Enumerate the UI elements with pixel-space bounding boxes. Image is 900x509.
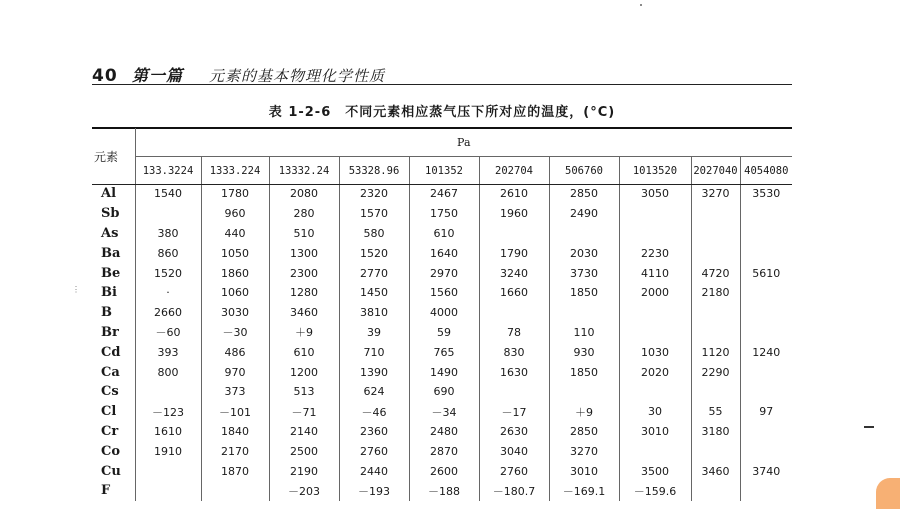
table-cell: 2850 bbox=[549, 422, 619, 442]
table-cell: 2660 bbox=[135, 303, 201, 323]
table-cell: 1120 bbox=[691, 342, 740, 362]
table-row bbox=[92, 323, 792, 343]
table-cell: 78 bbox=[479, 323, 549, 343]
table-cell: 2190 bbox=[269, 461, 339, 481]
table-cell: 1660 bbox=[479, 283, 549, 303]
table-row bbox=[92, 441, 792, 461]
table-cell: 3040 bbox=[479, 441, 549, 461]
table-cell bbox=[619, 303, 691, 323]
table-row bbox=[92, 204, 792, 224]
table-cell: 3270 bbox=[549, 441, 619, 461]
table-cell: 970 bbox=[201, 362, 269, 382]
table-row bbox=[92, 461, 792, 481]
table-row bbox=[92, 283, 792, 303]
element-header: 元素 bbox=[94, 149, 119, 164]
table-row bbox=[92, 224, 792, 244]
pressure-header-cell: 101352 bbox=[409, 157, 479, 185]
table-title: 表 1-2-6 不同元素相应蒸气压下所对应的温度，(°C) bbox=[268, 105, 616, 120]
table-cell: 1840 bbox=[201, 422, 269, 442]
table-cell: 2500 bbox=[269, 441, 339, 461]
table-cell: 513 bbox=[269, 382, 339, 402]
table-cell bbox=[479, 303, 549, 323]
table-cell: －34 bbox=[409, 402, 479, 422]
table-cell: －193 bbox=[339, 481, 409, 501]
element-symbol: F bbox=[101, 483, 111, 499]
table-cell: 830 bbox=[479, 342, 549, 362]
table-row bbox=[92, 184, 792, 204]
table-cell: 1450 bbox=[339, 283, 409, 303]
table-cell: 1560 bbox=[409, 283, 479, 303]
element-symbol: Co bbox=[101, 443, 121, 459]
table-cell: 2850 bbox=[549, 184, 619, 204]
pressure-header-cell: 1013520 bbox=[619, 157, 691, 185]
table-cell: 1300 bbox=[269, 243, 339, 263]
table-cell: －46 bbox=[339, 402, 409, 422]
table-cell: 4110 bbox=[619, 263, 691, 283]
table-cell: 2320 bbox=[339, 184, 409, 204]
pressure-header-row bbox=[92, 157, 792, 185]
pressure-header-cell: 1333.224 bbox=[201, 157, 269, 185]
table-row bbox=[92, 342, 792, 362]
pressure-header-cell: 202704 bbox=[479, 157, 549, 185]
header-rule bbox=[92, 84, 792, 85]
table-cell: －60 bbox=[135, 323, 201, 343]
table-row bbox=[92, 263, 792, 283]
table-cell: 2020 bbox=[619, 362, 691, 382]
table-cell: 800 bbox=[135, 362, 201, 382]
table-cell bbox=[201, 481, 269, 501]
table-cell bbox=[691, 243, 740, 263]
table-cell: 3530 bbox=[740, 184, 792, 204]
table-cell bbox=[691, 481, 740, 501]
table-cell bbox=[740, 362, 792, 382]
table-cell: 3010 bbox=[549, 461, 619, 481]
table-cell: 2230 bbox=[619, 243, 691, 263]
table-cell: 3010 bbox=[619, 422, 691, 442]
table-cell: 2630 bbox=[479, 422, 549, 442]
speck bbox=[640, 4, 642, 6]
table-row bbox=[92, 402, 792, 422]
table-cell: 2760 bbox=[339, 441, 409, 461]
pressure-header-cell: 53328.96 bbox=[339, 157, 409, 185]
table-cell: －71 bbox=[269, 402, 339, 422]
table-cell: 1960 bbox=[479, 204, 549, 224]
table-cell bbox=[740, 323, 792, 343]
table-cell bbox=[740, 303, 792, 323]
table-cell bbox=[619, 382, 691, 402]
table-cell bbox=[549, 224, 619, 244]
pressure-header-cell: 4054080 bbox=[740, 157, 792, 185]
table-row bbox=[92, 303, 792, 323]
table-cell: 110 bbox=[549, 323, 619, 343]
table-cell: 4720 bbox=[691, 263, 740, 283]
table-cell: 1200 bbox=[269, 362, 339, 382]
table-cell bbox=[479, 224, 549, 244]
margin-dots: ⋮ bbox=[72, 285, 80, 294]
pressure-header-cell: 506760 bbox=[549, 157, 619, 185]
table-cell bbox=[740, 441, 792, 461]
table-cell: 55 bbox=[691, 402, 740, 422]
table-cell: 2870 bbox=[409, 441, 479, 461]
table-cell: 1850 bbox=[549, 362, 619, 382]
table-cell: 3240 bbox=[479, 263, 549, 283]
margin-dash bbox=[864, 426, 874, 428]
table-cell: 1520 bbox=[135, 263, 201, 283]
table-cell: 1790 bbox=[479, 243, 549, 263]
table-cell: 1640 bbox=[409, 243, 479, 263]
table-cell: 3050 bbox=[619, 184, 691, 204]
element-symbol: Be bbox=[101, 265, 121, 281]
table-cell: 380 bbox=[135, 224, 201, 244]
table-cell bbox=[691, 303, 740, 323]
header-bottom-rule bbox=[92, 184, 792, 185]
element-symbol: Bi bbox=[101, 285, 117, 301]
table-cell: · bbox=[135, 283, 201, 303]
table-cell: 930 bbox=[549, 342, 619, 362]
table-cell: 610 bbox=[269, 342, 339, 362]
table-cell: 960 bbox=[201, 204, 269, 224]
page-number: 40 bbox=[92, 66, 118, 86]
table-row bbox=[92, 382, 792, 402]
table-cell bbox=[135, 461, 201, 481]
orange-corner-mark bbox=[876, 478, 900, 509]
table-cell: 1280 bbox=[269, 283, 339, 303]
chapter-label: 第一篇 bbox=[132, 66, 184, 85]
element-symbol: Cr bbox=[101, 423, 119, 439]
table-cell: 2490 bbox=[549, 204, 619, 224]
table-cell: 39 bbox=[339, 323, 409, 343]
table-cell: 1390 bbox=[339, 362, 409, 382]
element-symbol: Cs bbox=[101, 384, 119, 400]
table-cell bbox=[691, 323, 740, 343]
element-symbol: Al bbox=[101, 186, 117, 202]
table-cell: 3460 bbox=[691, 461, 740, 481]
element-symbol: As bbox=[101, 225, 119, 241]
table-cell: 1850 bbox=[549, 283, 619, 303]
table-cell: 2300 bbox=[269, 263, 339, 283]
table-cell: 1860 bbox=[201, 263, 269, 283]
table-cell bbox=[740, 283, 792, 303]
table-cell bbox=[619, 204, 691, 224]
element-symbol: B bbox=[101, 305, 112, 321]
table-cell: 97 bbox=[740, 402, 792, 422]
table-cell: 2360 bbox=[339, 422, 409, 442]
table-cell: 1050 bbox=[201, 243, 269, 263]
table-cell bbox=[740, 243, 792, 263]
table-cell: 2970 bbox=[409, 263, 479, 283]
table-cell: 2180 bbox=[691, 283, 740, 303]
table-body bbox=[92, 184, 792, 501]
table-cell: 30 bbox=[619, 402, 691, 422]
table-cell bbox=[549, 382, 619, 402]
table-cell: 1910 bbox=[135, 441, 201, 461]
table-cell: 3180 bbox=[691, 422, 740, 442]
table-cell: 2170 bbox=[201, 441, 269, 461]
table-cell: 1520 bbox=[339, 243, 409, 263]
table-cell bbox=[135, 481, 201, 501]
table-cell bbox=[619, 323, 691, 343]
table-cell: 2030 bbox=[549, 243, 619, 263]
pressure-unit-header: Pa bbox=[135, 128, 792, 157]
table-cell bbox=[691, 204, 740, 224]
pressure-header-cell: 133.3224 bbox=[135, 157, 201, 185]
element-symbol: Cl bbox=[101, 404, 117, 420]
table-cell: 1490 bbox=[409, 362, 479, 382]
table-cell: 510 bbox=[269, 224, 339, 244]
table-cell: ＋9 bbox=[269, 323, 339, 343]
table-cell: 3270 bbox=[691, 184, 740, 204]
element-symbol: Ca bbox=[101, 364, 120, 380]
table-cell bbox=[135, 204, 201, 224]
element-symbol: Ba bbox=[101, 245, 121, 261]
table-cell: 690 bbox=[409, 382, 479, 402]
table-cell: 2770 bbox=[339, 263, 409, 283]
table-cell: 440 bbox=[201, 224, 269, 244]
table-cell: 2140 bbox=[269, 422, 339, 442]
table-cell: 580 bbox=[339, 224, 409, 244]
table-cell: 2000 bbox=[619, 283, 691, 303]
table-cell: 393 bbox=[135, 342, 201, 362]
element-symbol: Cu bbox=[101, 463, 121, 479]
table-row bbox=[92, 243, 792, 263]
chapter-title: 元素的基本物理化学性质 bbox=[209, 67, 386, 85]
table-cell: 710 bbox=[339, 342, 409, 362]
table-cell: －17 bbox=[479, 402, 549, 422]
table-cell: 3500 bbox=[619, 461, 691, 481]
table-cell: 1780 bbox=[201, 184, 269, 204]
table-cell: 373 bbox=[201, 382, 269, 402]
table-cell: 2600 bbox=[409, 461, 479, 481]
table-cell: 2610 bbox=[479, 184, 549, 204]
table-cell: 610 bbox=[409, 224, 479, 244]
table-cell: 3740 bbox=[740, 461, 792, 481]
table-row bbox=[92, 362, 792, 382]
table-cell: 1610 bbox=[135, 422, 201, 442]
table-cell bbox=[740, 382, 792, 402]
table-cell: 3460 bbox=[269, 303, 339, 323]
table-cell: －203 bbox=[269, 481, 339, 501]
table-cell: 1240 bbox=[740, 342, 792, 362]
table-cell: 765 bbox=[409, 342, 479, 362]
table-cell: 2440 bbox=[339, 461, 409, 481]
table-cell: 2080 bbox=[269, 184, 339, 204]
table-cell: 1750 bbox=[409, 204, 479, 224]
table-cell bbox=[740, 422, 792, 442]
table-cell: 1030 bbox=[619, 342, 691, 362]
table-cell bbox=[740, 481, 792, 501]
element-symbol: Cd bbox=[101, 344, 121, 360]
element-symbol: Br bbox=[101, 324, 119, 340]
table-cell: 1060 bbox=[201, 283, 269, 303]
table-cell bbox=[619, 224, 691, 244]
table-cell: 1570 bbox=[339, 204, 409, 224]
table-cell: ＋9 bbox=[549, 402, 619, 422]
table-cell bbox=[479, 382, 549, 402]
table-cell: 2480 bbox=[409, 422, 479, 442]
pressure-header-cell: 13332.24 bbox=[269, 157, 339, 185]
table-cell: 4000 bbox=[409, 303, 479, 323]
pressure-header-cell: 2027040 bbox=[691, 157, 740, 185]
table-cell bbox=[691, 382, 740, 402]
table-cell: －169.1 bbox=[549, 481, 619, 501]
table-cell: 3030 bbox=[201, 303, 269, 323]
element-symbol: Sb bbox=[101, 206, 120, 222]
table-cell bbox=[740, 204, 792, 224]
table-cell: －123 bbox=[135, 402, 201, 422]
table-cell: 1870 bbox=[201, 461, 269, 481]
table-cell: 3730 bbox=[549, 263, 619, 283]
table-cell: 280 bbox=[269, 204, 339, 224]
table-cell: 2290 bbox=[691, 362, 740, 382]
table-cell: 59 bbox=[409, 323, 479, 343]
page-header bbox=[92, 56, 792, 86]
table-cell: 486 bbox=[201, 342, 269, 362]
table-cell: －180.7 bbox=[479, 481, 549, 501]
table-cell bbox=[619, 441, 691, 461]
table-cell: －30 bbox=[201, 323, 269, 343]
table-cell bbox=[549, 303, 619, 323]
table-cell: 1540 bbox=[135, 184, 201, 204]
table-cell: 2760 bbox=[479, 461, 549, 481]
table-cell bbox=[691, 224, 740, 244]
table-cell: 5610 bbox=[740, 263, 792, 283]
table-cell: 3810 bbox=[339, 303, 409, 323]
table-row bbox=[92, 422, 792, 442]
table-row bbox=[92, 481, 792, 501]
table-cell: 624 bbox=[339, 382, 409, 402]
table-cell: －159.6 bbox=[619, 481, 691, 501]
table-cell bbox=[691, 441, 740, 461]
table-cell: 2467 bbox=[409, 184, 479, 204]
table-cell bbox=[740, 224, 792, 244]
table-cell: 860 bbox=[135, 243, 201, 263]
table-cell bbox=[135, 382, 201, 402]
table-cell: －188 bbox=[409, 481, 479, 501]
table-cell: －101 bbox=[201, 402, 269, 422]
table-cell: 1630 bbox=[479, 362, 549, 382]
